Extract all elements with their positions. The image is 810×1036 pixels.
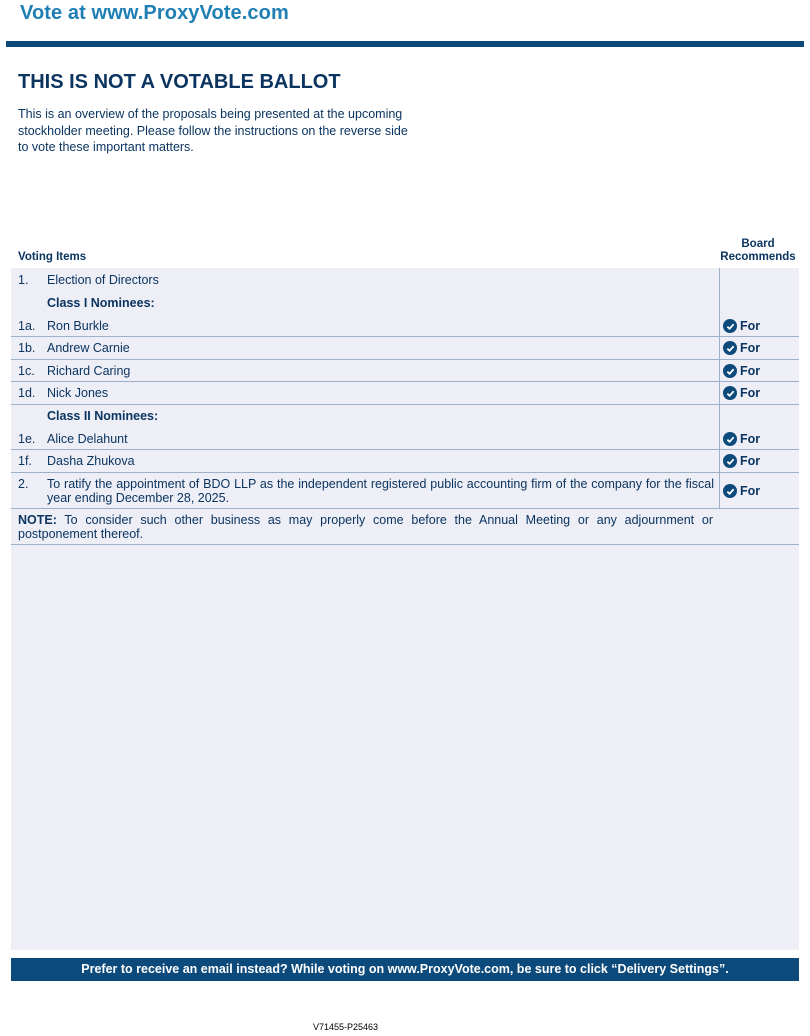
- column-header-line1: Board: [741, 238, 775, 250]
- document-code: V71455-P25463: [313, 1022, 379, 1032]
- recommendation-label: For: [740, 364, 761, 378]
- check-circle-icon: [723, 319, 737, 333]
- note-label: NOTE:: [18, 513, 57, 527]
- recommendation-label: For: [740, 386, 761, 400]
- column-header-voting-items: Voting Items: [18, 251, 87, 263]
- column-header-line2: Recommends: [720, 251, 796, 263]
- check-circle-icon: [723, 484, 737, 498]
- column-header-board-recommends: [718, 238, 798, 264]
- nominee-name: Ron Burkle: [47, 319, 109, 333]
- item-number: 1d.: [18, 386, 36, 400]
- row-divider: [11, 404, 799, 405]
- check-circle-icon: [723, 386, 737, 400]
- nominee-name: Alice Delahunt: [47, 432, 128, 446]
- row-divider: [11, 336, 799, 337]
- item-text: Election of Directors: [47, 273, 159, 287]
- class-ii-heading: Class II Nominees:: [47, 409, 159, 423]
- check-circle-icon: [723, 432, 737, 446]
- recommendation-label: For: [740, 432, 761, 446]
- item-number: 1c.: [18, 364, 35, 378]
- item-number: 1e.: [18, 432, 36, 446]
- check-circle-icon: [723, 364, 737, 378]
- recommendation: [723, 341, 760, 355]
- nominee-name: Dasha Zhukova: [47, 454, 135, 468]
- row-divider: [11, 544, 799, 545]
- item-2-text: To ratify the appointment of BDO LLP as the independent registered public accounting firm of the company for the fiscal year ending December 28, 2025.: [47, 477, 714, 505]
- row-divider: [11, 449, 799, 450]
- check-circle-icon: [723, 341, 737, 355]
- check-circle-icon: [723, 454, 737, 468]
- recommendation: [723, 386, 760, 400]
- row-divider: [11, 381, 799, 382]
- recommendation: [723, 454, 760, 468]
- recommendation-label: For: [740, 319, 761, 333]
- recommendation: [723, 432, 760, 446]
- note-body: To consider such other business as may properly come before the Annual Meeting or any adjournment or postponement thereof.: [18, 513, 713, 541]
- item-number: 1.: [18, 273, 29, 287]
- row-divider: [11, 359, 799, 360]
- item-number: 1a.: [18, 319, 36, 333]
- nominee-name: Andrew Carnie: [47, 341, 130, 355]
- recommendation: [723, 319, 760, 333]
- item-number: 1b.: [18, 341, 36, 355]
- recommendation-label: For: [740, 341, 761, 355]
- nominee-name: Nick Jones: [47, 386, 109, 400]
- row-divider: [11, 508, 799, 509]
- nominee-name: Richard Caring: [47, 364, 131, 378]
- recommendation: [723, 484, 760, 498]
- recommendation-label: For: [740, 484, 761, 498]
- vote-url-title: Vote at www.ProxyVote.com: [20, 2, 289, 24]
- item-number: 2.: [18, 477, 29, 491]
- note-text: [18, 513, 713, 541]
- class-i-heading: Class I Nominees:: [47, 296, 155, 310]
- header-rule: [6, 41, 804, 47]
- row-divider: [11, 472, 799, 473]
- email-delivery-banner: Prefer to receive an email instead? While voting on www.ProxyVote.com, be sure to click “Delivery Settings”.: [11, 958, 799, 981]
- recommendation-label: For: [740, 454, 761, 468]
- intro-text: This is an overview of the proposals being presented at the upcoming stockholder meeting. Please follow the instructions on the reverse side to vote these important matters.: [18, 107, 408, 154]
- recommendation: [723, 364, 760, 378]
- item-number: 1f.: [18, 454, 32, 468]
- notice-title: THIS IS NOT A VOTABLE BALLOT: [18, 71, 341, 93]
